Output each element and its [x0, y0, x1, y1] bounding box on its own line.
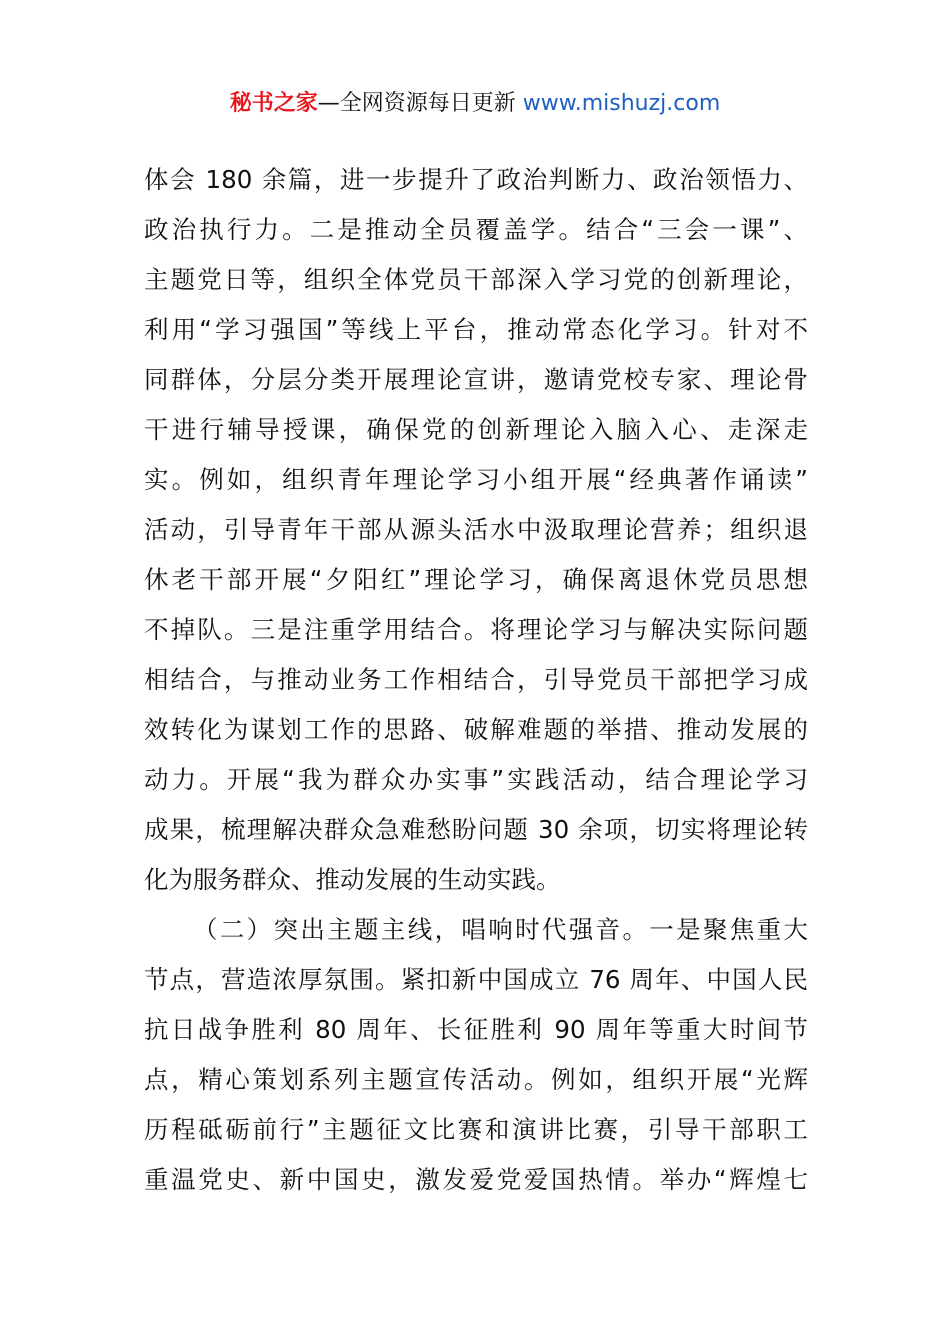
text-line: 抗日战争胜利 80 周年、长征胜利 90 周年等重大时间节	[144, 1015, 808, 1044]
text-line: 点，精心策划系列主题宣传活动。例如，组织开展“光辉	[144, 1065, 808, 1094]
text-line: 利用“学习强国”等线上平台，推动常态化学习。针对不	[144, 315, 808, 344]
text-line: （二）突出主题主线，唱响时代强音。一是聚焦重大	[193, 915, 808, 944]
text-line: 主题党日等，组织全体党员干部深入学习党的创新理论，	[144, 265, 808, 294]
text-line: 历程砥砺前行”主题征文比赛和演讲比赛，引导干部职工	[144, 1115, 808, 1144]
text-line: 节点，营造浓厚氛围。紧扣新中国成立 76 周年、中国人民	[144, 965, 808, 994]
paragraph-1	[144, 155, 808, 905]
text-line: 成果，梳理解决群众急难愁盼问题 30 余项，切实将理论转	[144, 815, 808, 844]
text-line: 实。例如，组织青年理论学习小组开展“经典著作诵读”	[144, 465, 808, 494]
site-brand: 秘书之家	[229, 91, 318, 116]
document-body	[144, 155, 808, 1205]
text-line: 政治执行力。二是推动全员覆盖学。结合“三会一课”、	[144, 215, 808, 244]
text-line: 干进行辅导授课，确保党的创新理论入脑入心、走深走	[144, 415, 808, 444]
text-line: 休老干部开展“夕阳红”理论学习，确保离退休党员思想	[144, 565, 808, 594]
site-url-link[interactable]: www.mishuzj.com	[522, 91, 721, 116]
text-line: 化为服务群众、推动发展的生动实践。	[144, 865, 561, 894]
text-line: 体会 180 余篇，进一步提升了政治判断力、政治领悟力、	[144, 165, 808, 194]
paragraph-2	[144, 905, 808, 1205]
text-line: 活动，引导青年干部从源头活水中汲取理论营养；组织退	[144, 515, 808, 544]
text-line: 不掉队。三是注重学用结合。将理论学习与解决实际问题	[144, 615, 808, 644]
site-tagline: —全网资源每日更新	[317, 91, 523, 116]
page-header	[0, 88, 950, 120]
text-line: 同群体，分层分类开展理论宣讲，邀请党校专家、理论骨	[144, 365, 808, 394]
text-line: 重温党史、新中国史，激发爱党爱国热情。举办“辉煌七	[144, 1165, 808, 1194]
text-line: 相结合，与推动业务工作相结合，引导党员干部把学习成	[144, 665, 808, 694]
text-line: 效转化为谋划工作的思路、破解难题的举措、推动发展的	[144, 715, 808, 744]
text-line: 动力。开展“我为群众办实事”实践活动，结合理论学习	[144, 765, 808, 794]
